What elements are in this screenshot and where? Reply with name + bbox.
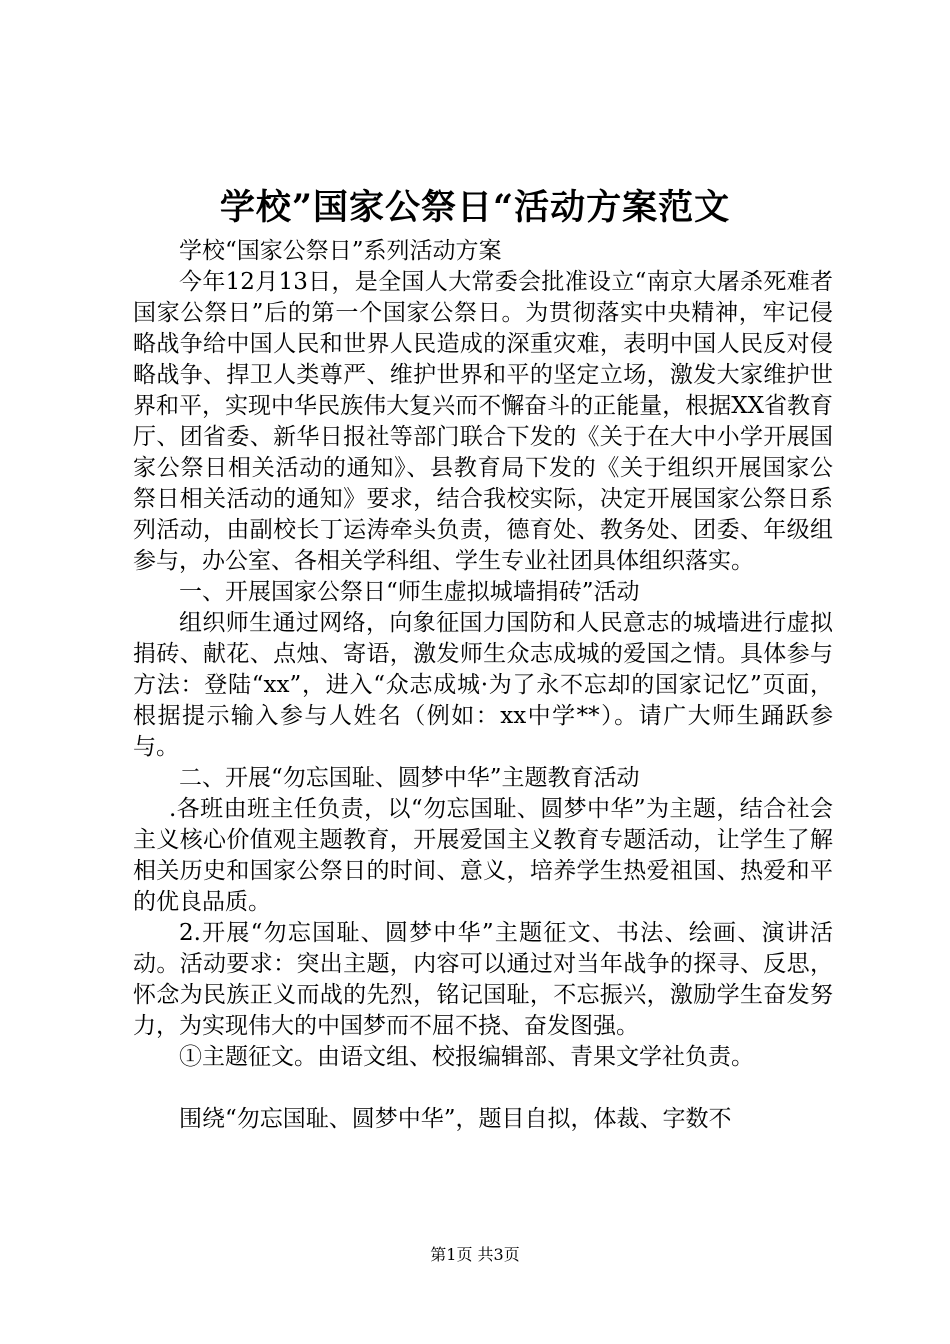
intro-paragraph: 今年12月13日，是全国人大常委会批准设立“南京大屠杀死难者国家公祭日”后的第一个国家公祭日。为贯彻落实中央精神，牢记侵略战争给中国人民和世界人民造成的深重灾难，表明中国人民反对侵略战争、捍卫人类尊严、维护世界和平的坚定立场，激发大家维护世界和平，实现中华民族伟大复兴而不懈奋斗的正能量，根据XX省教育厅、团省委、新华日报社等部门联合下发的《关于在大中小学开展国家公祭日相关活动的通知》、县教育局下发的《关于组织开展国家公祭日相关活动的通知》要求，结合我校实际，决定开展国家公祭日系列活动，由副校长丁运涛牵头负责，德育处、教务处、团委、年级组参与，办公室、各相关学科组、学生专业社团具体组织落实。 bbox=[133, 269, 833, 574]
section-2-subitem-1: ①主题征文。由语文组、校报编辑部、青果文学社负责。 bbox=[179, 1044, 754, 1070]
section-heading-2: 二、开展“勿忘国耻、圆梦中华”主题教育活动 bbox=[179, 765, 640, 791]
section-2-item-2: 2.开展“勿忘国耻、圆梦中华”主题征文、书法、绘画、演讲活动。活动要求：突出主题，内容可以通过对当年战争的探寻、反思，怀念为民族正义而战的先烈，铭记国耻，不忘振兴，激励学生奋发努力，为实现伟大的中国梦而不屈不挠、奋发图强。 bbox=[133, 920, 833, 1039]
document-title: 学校”国家公祭日“活动方案范文 bbox=[219, 187, 731, 228]
section-heading-1: 一、开展国家公祭日“师生虚拟城墙捐砖”活动 bbox=[179, 579, 640, 605]
document-body bbox=[133, 236, 833, 1135]
subtitle-paragraph: 学校“国家公祭日”系列活动方案 bbox=[179, 238, 502, 264]
section-1-paragraph: 组织师生通过网络，向象征国力国防和人民意志的城墙进行虚拟捐砖、献花、点烛、寄语，激发师生众志成城的爱国之情。具体参与方法：登陆“xx”，进入“众志成城·为了永不忘却的国家记忆”页面，根据提示输入参与人姓名（例如：xx中学**）。请广大师生踊跃参与。 bbox=[133, 610, 833, 760]
section-2-subitem-1-detail: 围绕“勿忘国耻、圆梦中华”，题目自拟，体裁、字数不 bbox=[179, 1106, 732, 1132]
page-number-footer: 第1页 共3页 bbox=[430, 1245, 520, 1264]
section-2-item-1: .各班由班主任负责，以“勿忘国耻、圆梦中华”为主题，结合社会主义核心价值观主题教育，开展爱国主义教育专题活动，让学生了解相关历史和国家公祭日的时间、意义，培养学生热爱祖国、热爱和平的优良品质。 bbox=[133, 796, 833, 915]
